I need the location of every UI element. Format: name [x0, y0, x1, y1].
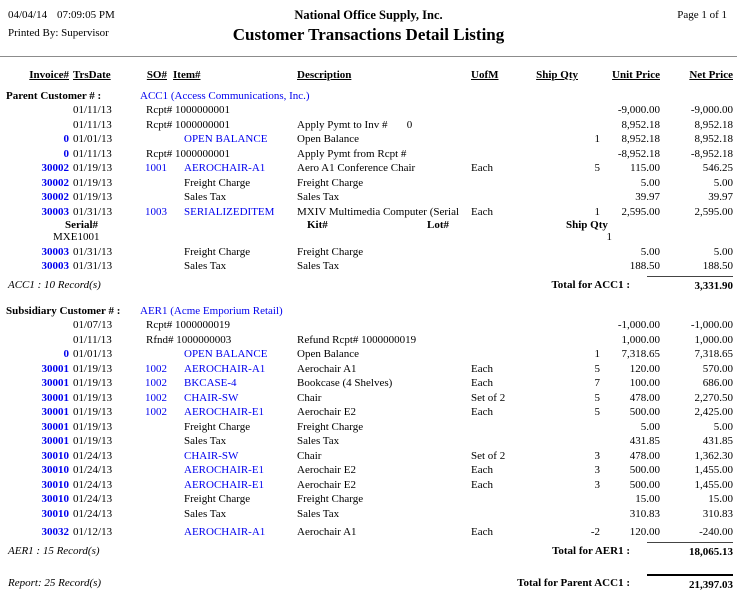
description-cell: Freight Charge: [297, 176, 364, 189]
so-number: [119, 507, 167, 522]
ship-qty-cell: [533, 259, 600, 274]
item-link[interactable]: OPEN BALANCE: [184, 133, 268, 145]
net-price-cell: 5.00: [713, 420, 733, 433]
description-cell: Open Balance: [297, 348, 359, 360]
description-cell: Apply Pymt from Rcpt #: [297, 147, 407, 160]
uofm-cell: [465, 147, 533, 162]
description-cell: MXIV Multimedia Computer (Serial: [297, 205, 460, 218]
uofm-cell: Each: [471, 205, 493, 218]
net-price-cell: 2,270.50: [694, 391, 733, 404]
so-number: [119, 347, 167, 362]
ship-qty-cell: [533, 147, 600, 162]
serial-shipqty-label: Ship Qty: [566, 219, 608, 231]
so-number: [119, 492, 167, 507]
uofm-cell: Each: [471, 377, 493, 389]
transaction-row: [6, 147, 736, 162]
unit-price-cell: 39.97: [635, 191, 660, 203]
net-price-cell: 310.83: [702, 507, 733, 520]
column-header-row: [6, 68, 736, 83]
customer-group-header: [6, 304, 736, 319]
unit-price-cell: 478.00: [629, 391, 660, 404]
invoice-link[interactable]: 30003: [41, 245, 69, 258]
customer-link[interactable]: ACC1 (Access Communications, Inc.): [140, 89, 310, 102]
trsdate-cell: 01/31/13: [73, 245, 113, 258]
customer-group-header: [6, 89, 736, 104]
invoice-link[interactable]: 30003: [41, 205, 69, 218]
unit-price-cell: 500.00: [629, 478, 660, 491]
group-total-value: 18,065.13: [647, 542, 733, 560]
so-number[interactable]: 1002: [145, 406, 167, 418]
net-price-cell: 1,362.30: [694, 449, 733, 462]
group-record-summary: ACC1 : 10 Record(s): [8, 278, 101, 291]
net-price-cell: 8,952.18: [694, 118, 733, 131]
net-price-cell: -1,000.00: [690, 319, 733, 331]
trsdate-cell: 01/24/13: [73, 449, 113, 462]
transaction-row: [6, 161, 736, 176]
invoice-link[interactable]: 0: [63, 348, 69, 360]
invoice-link[interactable]: 30010: [41, 449, 69, 462]
trsdate-cell: 01/19/13: [73, 377, 113, 389]
description-cell: Sales Tax: [297, 191, 340, 203]
unit-price-cell: 310.83: [629, 507, 660, 520]
so-number: [119, 525, 167, 540]
transaction-row: [6, 259, 736, 274]
group-total-label: Total for AER1 :: [552, 544, 630, 557]
ship-qty-cell: [533, 176, 600, 191]
uofm-cell: Each: [471, 406, 493, 418]
unit-price-cell: 100.00: [629, 377, 660, 389]
item-link[interactable]: OPEN BALANCE: [184, 348, 268, 360]
transaction-row: [6, 391, 736, 406]
trsdate-cell: 01/31/13: [73, 260, 113, 272]
ship-qty-cell: 3: [594, 464, 600, 476]
ship-qty-cell: 5: [594, 362, 600, 375]
ship-qty-cell: -2: [590, 526, 600, 538]
trsdate-cell: 01/11/13: [73, 147, 112, 160]
description-cell: Freight Charge: [297, 245, 364, 258]
description-cell: Open Balance: [297, 133, 359, 145]
net-price-cell: -8,952.18: [690, 147, 733, 160]
ship-qty-cell: [533, 507, 600, 522]
uofm-cell: [465, 420, 533, 435]
page-header: [0, 0, 737, 56]
net-price-cell: -240.00: [699, 526, 733, 538]
invoice-cell: [6, 333, 69, 348]
net-price-cell: 2,595.00: [694, 205, 733, 218]
ship-qty-cell: 1: [594, 348, 600, 360]
item-cell: Freight Charge: [184, 493, 251, 505]
report-body: [6, 89, 736, 594]
net-price-cell: 686.00: [702, 377, 733, 389]
invoice-link[interactable]: 30001: [41, 435, 69, 447]
ship-qty-cell: 7: [594, 377, 600, 389]
unit-price-cell: -9,000.00: [617, 104, 660, 116]
uofm-cell: Set of 2: [471, 391, 506, 404]
uofm-cell: [465, 347, 533, 362]
invoice-cell: [6, 103, 69, 118]
description-cell: Apply Pymt to Inv # 0: [297, 118, 413, 131]
item-link[interactable]: CHAIR-SW: [184, 391, 239, 404]
page-number: Page 1 of 1: [677, 9, 727, 21]
item-link[interactable]: AEROCHAIR-E1: [184, 406, 265, 418]
group-total-value: 3,331.90: [647, 276, 733, 294]
net-price-cell: 1,000.00: [694, 333, 733, 346]
item-cell: Rcpt# 1000000001: [146, 104, 231, 116]
trsdate-cell: 01/19/13: [73, 176, 113, 189]
uofm-cell: [465, 507, 533, 522]
item-link[interactable]: AEROCHAIR-A1: [184, 162, 266, 174]
invoice-cell: [6, 318, 69, 333]
customer-group-label: Subsidiary Customer # :: [6, 304, 121, 317]
description-cell: Aerochair E2: [297, 406, 356, 418]
trsdate-cell: 01/11/13: [73, 333, 112, 346]
invoice-cell: [6, 118, 69, 133]
trsdate-cell: 01/19/13: [73, 191, 113, 203]
trsdate-cell: 01/19/13: [73, 362, 113, 375]
transaction-row: [6, 132, 736, 147]
so-number[interactable]: 1003: [145, 205, 167, 218]
item-cell: Freight Charge: [184, 245, 251, 258]
so-number: [119, 190, 167, 205]
ship-qty-cell: 1: [594, 133, 600, 145]
item-cell: Sales Tax: [184, 507, 227, 520]
unit-price-cell: 5.00: [640, 420, 660, 433]
unit-price-cell: 15.00: [635, 493, 660, 505]
invoice-link[interactable]: 30002: [41, 162, 69, 174]
invoice-link[interactable]: 30001: [41, 420, 69, 433]
item-link[interactable]: BKCASE-4: [184, 377, 237, 389]
invoice-link[interactable]: 30001: [41, 362, 69, 375]
description-cell: Sales Tax: [297, 260, 340, 272]
uofm-cell: [465, 318, 533, 333]
unit-price-cell: 188.50: [629, 260, 660, 272]
so-number: [119, 420, 167, 435]
transaction-row: [6, 190, 736, 205]
item-link[interactable]: CHAIR-SW: [184, 449, 239, 462]
transaction-row: [6, 376, 736, 391]
description-cell: Aerochair A1: [297, 526, 357, 538]
item-link[interactable]: AEROCHAIR-E1: [184, 464, 265, 476]
transaction-row: [6, 176, 736, 191]
invoice-link[interactable]: 30003: [41, 260, 69, 272]
col-header-netprice: Net Price: [689, 69, 733, 81]
ship-qty-cell: [533, 103, 600, 118]
transaction-row: [6, 405, 736, 420]
item-cell: Rcpt# 1000000001: [146, 147, 231, 160]
item-cell: Rcpt# 1000000019: [146, 319, 231, 331]
uofm-cell: [465, 176, 533, 191]
description-cell: Freight Charge: [297, 493, 364, 505]
ship-qty-cell: 3: [594, 449, 600, 462]
net-price-cell: 5.00: [713, 176, 733, 189]
uofm-cell: Set of 2: [471, 449, 506, 462]
invoice-link[interactable]: 30010: [41, 464, 69, 476]
invoice-link[interactable]: 30032: [41, 526, 69, 538]
invoice-link[interactable]: 30001: [41, 377, 69, 389]
invoice-link[interactable]: 30010: [41, 507, 69, 520]
ship-qty-cell: 5: [594, 391, 600, 404]
unit-price-cell: 1,000.00: [621, 333, 660, 346]
invoice-link[interactable]: 30001: [41, 391, 69, 404]
so-number: [119, 434, 167, 449]
ship-qty-cell: 5: [594, 406, 600, 418]
net-price-cell: 5.00: [713, 245, 733, 258]
serial-label: Serial#: [65, 219, 98, 231]
net-price-cell: 7,318.65: [694, 348, 733, 360]
net-price-cell: 2,425.00: [694, 406, 733, 418]
invoice-link[interactable]: 30001: [41, 406, 69, 418]
net-price-cell: 1,455.00: [694, 464, 733, 476]
net-price-cell: 570.00: [702, 362, 733, 375]
trsdate-cell: 01/19/13: [73, 162, 113, 174]
so-number: [119, 245, 167, 260]
invoice-link[interactable]: 30010: [41, 493, 69, 505]
group-total-row: [6, 276, 736, 294]
uofm-cell: Each: [471, 478, 493, 491]
print-date: 04/04/14: [8, 9, 48, 21]
unit-price-cell: 8,952.18: [621, 133, 660, 145]
customer-group-label: Parent Customer # :: [6, 89, 102, 102]
trsdate-cell: 01/24/13: [73, 478, 113, 491]
trsdate-cell: 01/19/13: [73, 406, 113, 418]
ship-qty-cell: [533, 333, 600, 348]
invoice-link[interactable]: 30002: [41, 176, 69, 189]
report-title: Customer Transactions Detail Listing: [232, 25, 505, 44]
uofm-cell: Each: [471, 464, 493, 476]
so-number: [119, 463, 167, 478]
transaction-row: [6, 525, 736, 540]
transaction-row: [6, 118, 736, 133]
serial-number: MXE1001: [53, 231, 100, 243]
header-rule: [0, 56, 737, 57]
description-cell: Aerochair A1: [297, 362, 357, 375]
transaction-row: [6, 362, 736, 377]
description-cell: Chair: [297, 449, 322, 462]
transaction-row: [6, 478, 736, 493]
serial-header-row: [6, 219, 736, 231]
uofm-cell: [465, 434, 533, 449]
uofm-cell: [465, 492, 533, 507]
uofm-cell: [465, 259, 533, 274]
so-number[interactable]: 1002: [145, 377, 167, 389]
group-record-summary: AER1 : 15 Record(s): [8, 544, 100, 557]
customer-link[interactable]: AER1 (Acme Emporium Retail): [140, 304, 283, 317]
net-price-cell: 188.50: [702, 260, 733, 272]
invoice-link[interactable]: 30002: [41, 191, 69, 203]
so-number[interactable]: 1001: [145, 162, 167, 174]
transaction-row: [6, 347, 736, 362]
uofm-cell: [465, 118, 533, 133]
ship-qty-cell: [533, 245, 600, 260]
trsdate-cell: 01/24/13: [73, 493, 113, 505]
serial-ship-qty: 1: [606, 231, 612, 243]
uofm-cell: [465, 132, 533, 147]
so-number: [119, 449, 167, 464]
trsdate-cell: 01/01/13: [73, 133, 113, 145]
item-link[interactable]: SERIALIZEDITEM: [184, 205, 275, 218]
description-cell: Aerochair E2: [297, 464, 356, 476]
item-cell: Rfnd# 1000000003: [146, 333, 232, 346]
unit-price-cell: 431.85: [629, 435, 660, 447]
item-link[interactable]: AEROCHAIR-E1: [184, 478, 265, 491]
report-content: [6, 68, 736, 594]
trsdate-cell: 01/11/13: [73, 118, 112, 131]
invoice-link[interactable]: 0: [63, 147, 69, 160]
col-header-trsdate: TrsDate: [73, 69, 111, 81]
item-cell: Sales Tax: [184, 260, 227, 272]
transaction-row: [6, 245, 736, 260]
transaction-row: [6, 463, 736, 478]
unit-price-cell: 7,318.65: [621, 348, 660, 360]
unit-price-cell: 5.00: [640, 176, 660, 189]
trsdate-cell: 01/11/13: [73, 104, 112, 116]
ship-qty-cell: [533, 492, 600, 507]
description-cell: [293, 318, 465, 333]
uofm-cell: [465, 190, 533, 205]
col-header-uofm: UofM: [471, 69, 499, 81]
description-cell: Bookcase (4 Shelves): [297, 377, 393, 389]
unit-price-cell: 120.00: [629, 362, 660, 375]
ship-qty-cell: 3: [594, 478, 600, 491]
print-time: 07:09:05 PM: [57, 9, 115, 21]
item-cell: Sales Tax: [184, 435, 227, 447]
ship-qty-cell: 1: [594, 205, 600, 218]
uofm-cell: Each: [471, 362, 493, 375]
ship-qty-cell: [533, 318, 600, 333]
trsdate-cell: 01/12/13: [73, 526, 113, 538]
net-price-cell: -9,000.00: [690, 104, 733, 116]
invoice-link[interactable]: 30010: [41, 478, 69, 491]
net-price-cell: 546.25: [702, 162, 733, 174]
trsdate-cell: 01/31/13: [73, 205, 113, 218]
item-cell: Sales Tax: [184, 191, 227, 203]
transaction-row: [6, 434, 736, 449]
trsdate-cell: 01/19/13: [73, 420, 113, 433]
net-price-cell: 15.00: [708, 493, 733, 505]
transaction-row: [6, 333, 736, 348]
col-header-invoice: Invoice#: [29, 69, 69, 81]
transaction-row: [6, 507, 736, 522]
kit-label: Kit#: [307, 219, 328, 231]
description-cell: Aerochair E2: [297, 478, 356, 491]
unit-price-cell: 478.00: [629, 449, 660, 462]
lot-label: Lot#: [427, 219, 449, 231]
transaction-row: [6, 318, 736, 333]
report-total-value: 21,397.03: [647, 574, 733, 593]
report-record-summary: Report: 25 Record(s): [8, 576, 102, 589]
transaction-row: [6, 492, 736, 507]
uofm-cell: [465, 103, 533, 118]
company-name: National Office Supply, Inc.: [294, 8, 443, 22]
col-header-so: SO#: [146, 69, 167, 81]
transaction-row: [6, 205, 736, 220]
transaction-row: [6, 103, 736, 118]
unit-price-cell: 500.00: [629, 406, 660, 418]
unit-price-cell: -1,000.00: [617, 319, 660, 331]
unit-price-cell: 500.00: [629, 464, 660, 476]
so-number[interactable]: 1002: [145, 391, 167, 404]
transaction-row: [6, 420, 736, 435]
item-cell: Freight Charge: [184, 176, 251, 189]
description-cell: Sales Tax: [297, 435, 340, 447]
uofm-cell: Each: [471, 162, 493, 174]
net-price-cell: 39.97: [708, 191, 733, 203]
item-link[interactable]: AEROCHAIR-A1: [184, 526, 266, 538]
net-price-cell: 1,455.00: [694, 478, 733, 491]
so-number: [119, 132, 167, 147]
unit-price-cell: 5.00: [640, 245, 660, 258]
so-number: [119, 259, 167, 274]
description-cell: Chair: [297, 391, 322, 404]
report-total-row: [6, 574, 736, 594]
so-number: [119, 176, 167, 191]
invoice-link[interactable]: 0: [63, 133, 69, 145]
col-header-unitprice: Unit Price: [612, 69, 660, 81]
ship-qty-cell: [533, 118, 600, 133]
ship-qty-cell: [533, 420, 600, 435]
description-cell: Freight Charge: [297, 420, 364, 433]
description-cell: [293, 103, 465, 118]
unit-price-cell: 120.00: [629, 526, 660, 538]
report-total-label: Total for Parent ACC1 :: [517, 576, 630, 589]
description-cell: Sales Tax: [297, 507, 340, 520]
net-price-cell: 8,952.18: [694, 133, 733, 145]
item-cell: Rcpt# 1000000001: [146, 118, 231, 131]
ship-qty-cell: [533, 190, 600, 205]
unit-price-cell: 115.00: [630, 162, 660, 174]
trsdate-cell: 01/19/13: [73, 391, 113, 404]
trsdate-cell: 01/24/13: [73, 464, 113, 476]
trsdate-cell: 01/01/13: [73, 348, 113, 360]
trsdate-cell: 01/24/13: [73, 507, 113, 520]
so-number: [119, 478, 167, 493]
net-price-cell: 431.85: [702, 435, 733, 447]
uofm-cell: [465, 245, 533, 260]
unit-price-cell: -8,952.18: [617, 147, 660, 160]
group-total-label: Total for ACC1 :: [551, 278, 630, 291]
so-number[interactable]: 1002: [145, 362, 167, 375]
printed-by: Printed By: Supervisor: [8, 27, 109, 39]
serial-value-row: [6, 231, 736, 245]
description-cell: Aero A1 Conference Chair: [297, 162, 416, 174]
description-cell: Refund Rcpt# 1000000019: [297, 333, 417, 346]
group-total-row: [6, 542, 736, 560]
trsdate-cell: 01/19/13: [73, 435, 113, 447]
ship-qty-cell: 5: [594, 162, 600, 174]
uofm-cell: Each: [471, 526, 493, 538]
trsdate-cell: 01/07/13: [73, 319, 113, 331]
col-header-shipqty: Ship Qty: [536, 69, 578, 81]
col-header-description: Description: [297, 69, 352, 81]
ship-qty-cell: [533, 434, 600, 449]
item-link[interactable]: AEROCHAIR-A1: [184, 362, 266, 375]
transaction-row: [6, 449, 736, 464]
uofm-cell: [465, 333, 533, 348]
unit-price-cell: 2,595.00: [621, 205, 660, 218]
item-cell: Freight Charge: [184, 420, 251, 433]
unit-price-cell: 8,952.18: [621, 118, 660, 131]
col-header-item: Item#: [173, 69, 201, 81]
